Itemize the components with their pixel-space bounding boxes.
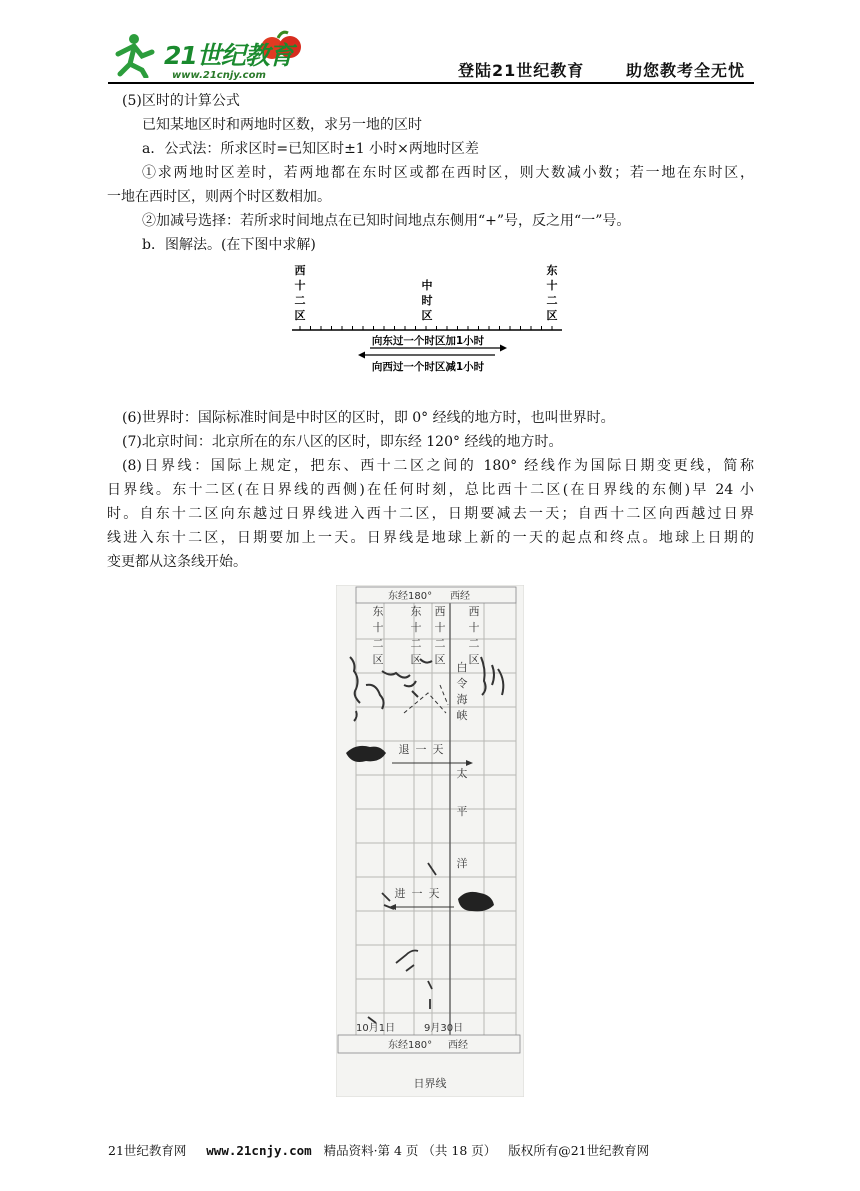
section-6-world-time: (6)世界时：国际标准时间是中时区的区时，即 0° 经线的地方时，也叫世界时。 (122, 410, 615, 426)
zone-column-label: 十 (434, 621, 446, 634)
svg-text:区: 区 (294, 309, 306, 322)
section-5-rule-1-cont: 一地在西时区，则两个时区数相加。 (107, 189, 331, 205)
top-lon-west: 西经 (450, 591, 470, 602)
plus-day-label: 进一天 (394, 887, 446, 900)
ocean-char: 洋 (456, 857, 468, 870)
section-8-line-2: 日界线。东十二区(在日界线的西侧)在任何时刻，总比西十二区(在日界线的东侧)早 24 小 (107, 482, 754, 498)
ocean-char: 平 (456, 805, 468, 818)
top-lon-east: 东经180° (388, 591, 433, 602)
running-figure-icon (108, 30, 158, 78)
section-7-beijing-time: (7)北京时间：北京所在的东八区的区时，即东经 120° 经线的地方时。 (122, 434, 563, 450)
svg-text:时: 时 (421, 294, 433, 307)
timezone-diagram (290, 262, 570, 380)
dateline-map (336, 585, 524, 1097)
ocean-char: 太 (456, 767, 468, 780)
minus-day-label: 退一天 (398, 743, 450, 756)
svg-text:十: 十 (546, 279, 558, 292)
zone-column-label: 东 (372, 605, 384, 618)
zone-column-label: 二 (434, 637, 446, 650)
date-east-side: 10月1日 (356, 1023, 396, 1034)
svg-text:区: 区 (546, 309, 558, 322)
zone-column-label: 区 (410, 653, 422, 666)
strait-char: 令 (456, 677, 468, 690)
header-slogan-right: 助您教考全无忧 (626, 61, 746, 80)
svg-text:东: 东 (546, 264, 558, 277)
date-west-side: 9月30日 (424, 1023, 464, 1034)
svg-text:区: 区 (421, 309, 433, 322)
svg-text:西: 西 (294, 264, 306, 277)
west-12-label (295, 263, 306, 322)
zone-column-label: 西 (468, 605, 480, 618)
zone-column-label: 东 (410, 605, 422, 618)
footer (108, 1141, 649, 1159)
zone-column-label: 二 (468, 637, 480, 650)
west-arrow-label: 向西过一个时区减1小时 (371, 361, 485, 373)
footer-copyright: 版权所有@21世纪教育网 (508, 1143, 650, 1158)
svg-text:十: 十 (294, 279, 306, 292)
footer-url[interactable]: www.21cnjy.com (206, 1143, 312, 1158)
header (0, 0, 860, 86)
strait-char: 峡 (456, 709, 468, 722)
header-rule (108, 82, 754, 84)
section-5-title: (5)区时的计算公式 (122, 93, 240, 109)
zone-column-label: 区 (434, 653, 446, 666)
svg-text:中: 中 (421, 279, 433, 292)
zone-column-label: 西 (434, 605, 446, 618)
svg-text:二: 二 (546, 294, 558, 307)
center-zone-label (422, 278, 433, 322)
logo-url: www.21cnjy.com (172, 70, 266, 81)
header-slogan-left: 登陆21世纪教育 (458, 61, 585, 80)
section-5-rule-2: ②加减号选择：若所求时间地点在已知时间地点东侧用“+”号，反之用“一”号。 (142, 213, 631, 229)
dateline-caption: 日界线 (413, 1077, 447, 1090)
bottom-lon-west: 西经 (448, 1040, 468, 1051)
svg-text:二: 二 (294, 294, 306, 307)
section-8-line-4: 线进入东十二区，日期要加上一天。日界线是地球上新的一天的起点和终点。地球上日期的 (107, 530, 754, 546)
east-12-label (547, 263, 558, 322)
zone-column-label: 十 (410, 621, 422, 634)
strait-char: 海 (456, 693, 468, 706)
section-5-intro: 已知某地区时和两地时区数，求另一地的区时 (142, 117, 422, 133)
section-8-line-1: (8)日界线：国际上规定，把东、西十二区之间的 180° 经线作为国际日期变更线，简称 (122, 458, 754, 474)
bottom-lon-east: 东经180° (388, 1040, 433, 1051)
section-5-formula: a．公式法：所求区时=已知区时±1 小时×两地时区差 (142, 141, 479, 157)
zone-column-label: 区 (372, 653, 384, 666)
section-5-rule-1: ①求两地时区差时，若两地都在东时区或都在西时区，则大数减小数；若一地在东时区， (142, 165, 754, 181)
site-logo[interactable] (108, 30, 308, 82)
section-8-line-3: 时。自东十二区向东越过日界线进入西十二区，日期要减去一天；自西十二区向西越过日界 (107, 506, 754, 522)
zone-column-label: 二 (372, 637, 384, 650)
zone-column-label: 十 (372, 621, 384, 634)
section-5-graphic: b．图解法。(在下图中求解) (142, 237, 316, 253)
footer-site-name: 21世纪教育网 (108, 1143, 187, 1158)
strait-char: 白 (456, 661, 468, 674)
zone-column-label: 二 (410, 637, 422, 650)
section-8-line-5: 变更都从这条线开始。 (107, 554, 247, 570)
logo-text: 21世纪教育 (164, 41, 293, 70)
east-arrow-label: 向东过一个时区加1小时 (371, 335, 485, 347)
footer-page-info: 精品资料·第 4 页 （共 18 页） (323, 1143, 497, 1158)
zone-column-label: 十 (468, 621, 480, 634)
zone-column-label: 区 (468, 653, 480, 666)
